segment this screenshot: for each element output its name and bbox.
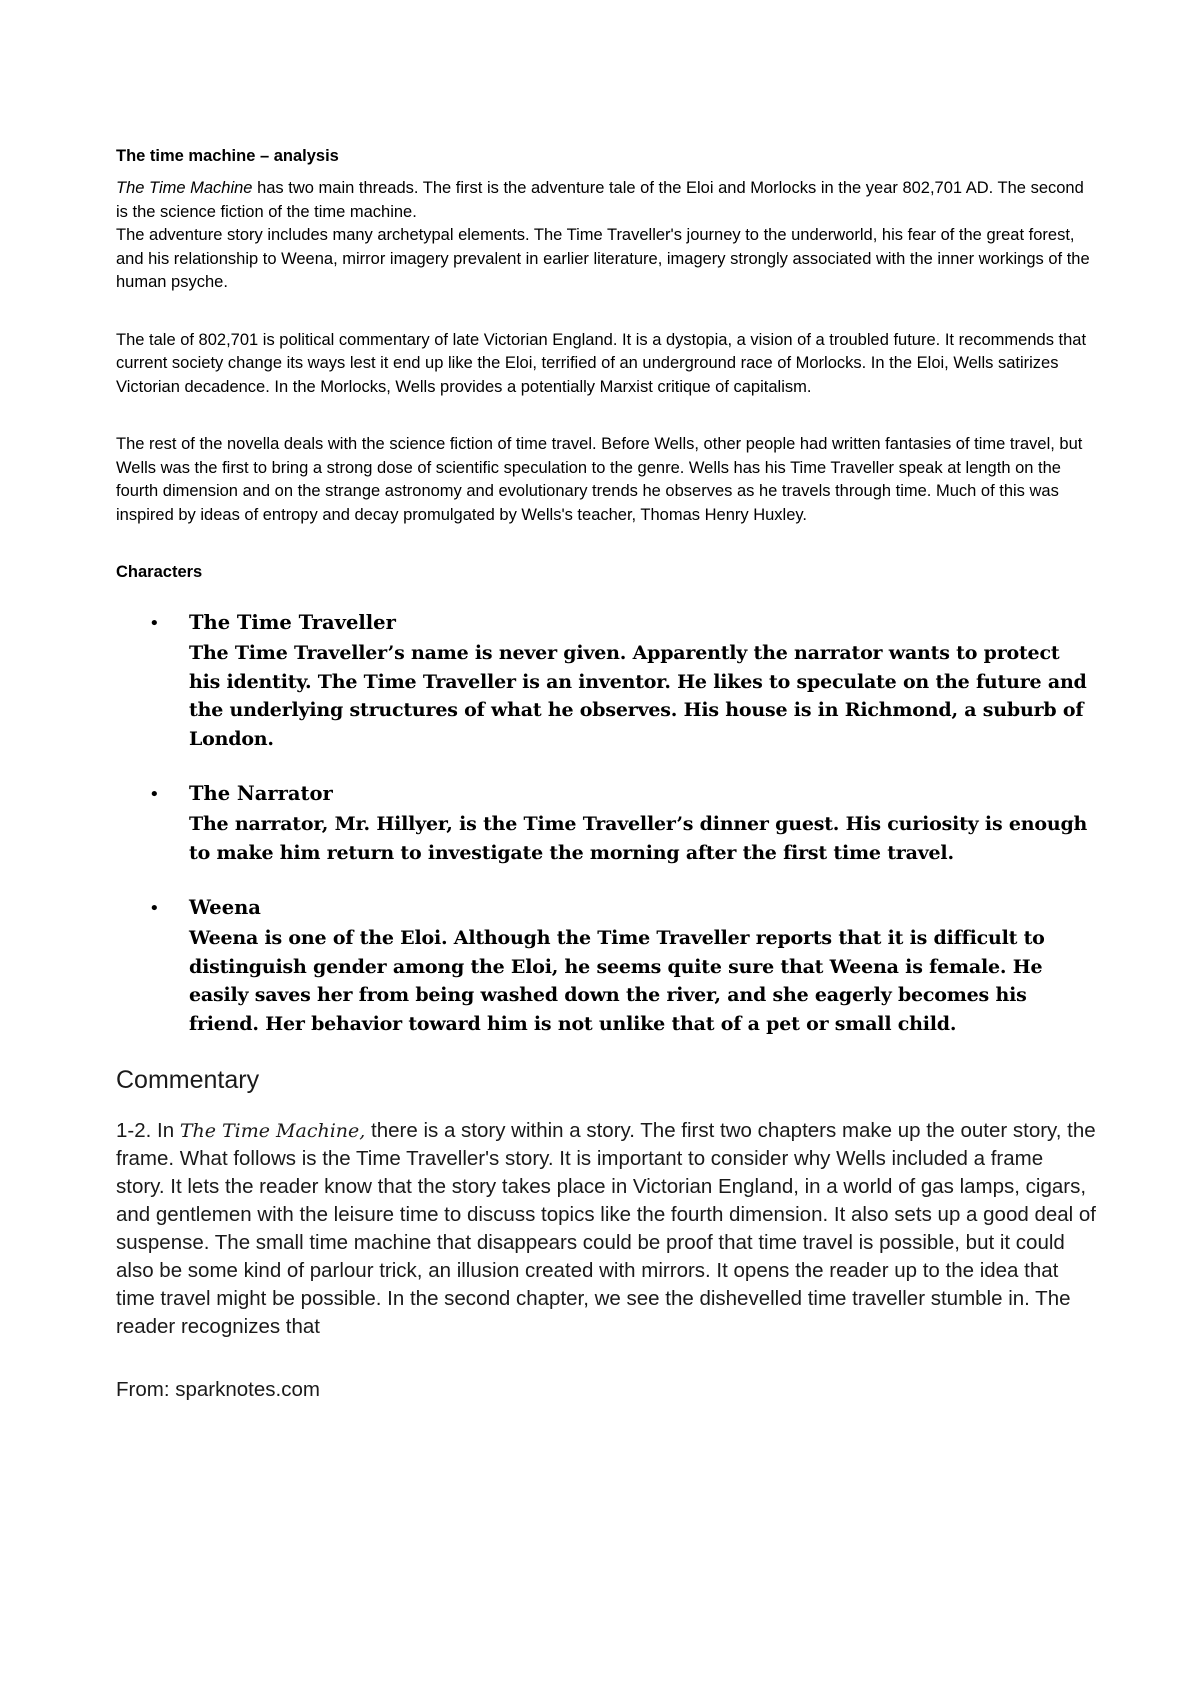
character-name: The Time Traveller — [189, 611, 396, 634]
intro-paragraph — [116, 177, 1096, 295]
characters-list — [116, 609, 1096, 1038]
intro-line1 — [116, 179, 1084, 221]
intro-italic-title: The Time Machine — [116, 179, 253, 197]
commentary-body: there is a story within a story. The first two chapters make up the outer story, the frame. What follows is the Time Traveller's story. It is important to consider why Wells included a frame story. It lets the reader know that the story takes place in Victorian England, in a world of gas lamps, cigars, and gentlemen with the leisure time to discuss topics like the fourth dimension. It also sets up a good deal of suspense. The small time machine that disappears could be proof that time travel is possible, but it could also be some kind of parlour trick, an illusion created with mirrors. It opens the reader up to the idea that time travel might be possible. In the second chapter, we see the dishevelled time traveller stumble in. The reader recognizes that — [116, 1119, 1096, 1338]
character-name: Weena — [189, 896, 261, 919]
intro-line1-rest: has two main threads. The first is the adventure tale of the Eloi and Morlocks in the year 802,701 AD. The second is the science fiction of the time machine. — [116, 179, 1084, 221]
commentary-paragraph — [116, 1117, 1096, 1341]
commentary-prefix: 1-2. In — [116, 1119, 180, 1142]
document-title: The time machine – analysis — [116, 147, 339, 165]
intro-line2: The adventure story includes many archetypal elements. The Time Traveller's journey to the underworld, his fear of the great forest, and his relationship to Weena, mirror imagery prevalent in earlier literature, imagery strongly associated with the inner workings of the human psyche. — [116, 226, 1090, 291]
source-credit: From: sparknotes.com — [116, 1378, 320, 1401]
character-name: The Narrator — [189, 782, 333, 805]
document-page — [116, 145, 1096, 1404]
commentary-heading: Commentary — [116, 1066, 260, 1094]
character-item — [116, 609, 1096, 753]
paragraph-science-fiction: The rest of the novella deals with the science fiction of time travel. Before Wells, other people had written fantasies of time travel, but Wells was the first to bring a strong dose of scientific speculation to the genre. Wells has his Time Traveller speak at length on the fourth dimension and on the strange astronomy and evolutionary trends he observes as he travels through time. Much of this was inspired by ideas of entropy and decay promulgated by Wells's teacher, Thomas Henry Huxley. — [116, 435, 1083, 524]
bullet-icon: • — [149, 784, 160, 805]
characters-heading: Characters — [116, 563, 203, 581]
character-item — [116, 894, 1096, 1038]
character-item — [116, 780, 1096, 867]
character-description: The Time Traveller’s name is never given. Apparently the narrator wants to protect his identity. The Time Traveller is an inventor. He likes to speculate on the future and the underlying structures of what he observes. His house is in Richmond, a suburb of London. — [189, 642, 1087, 750]
character-description: The narrator, Mr. Hillyer, is the Time Traveller’s dinner guest. His curiosity is enough to make him return to investigate the morning after the first time travel. — [189, 813, 1088, 864]
bullet-icon: • — [149, 898, 160, 919]
character-description: Weena is one of the Eloi. Although the Time Traveller reports that it is difficult to distinguish gender among the Eloi, he seems quite sure that Weena is female. He easily saves her from being washed down the river, and she eagerly becomes his friend. Her behavior toward him is not unlike that of a pet or small child. — [189, 927, 1045, 1035]
bullet-icon: • — [149, 613, 160, 634]
commentary-italic-title: The Time Machine, — [179, 1120, 366, 1142]
paragraph-political: The tale of 802,701 is political commentary of late Victorian England. It is a dystopia, a vision of a troubled future. It recommends that current society change its ways lest it end up like the Eloi, terrified of an underground race of Morlocks. In the Eloi, Wells satirizes Victorian decadence. In the Morlocks, Wells provides a potentially Marxist critique of capitalism. — [116, 330, 1087, 396]
